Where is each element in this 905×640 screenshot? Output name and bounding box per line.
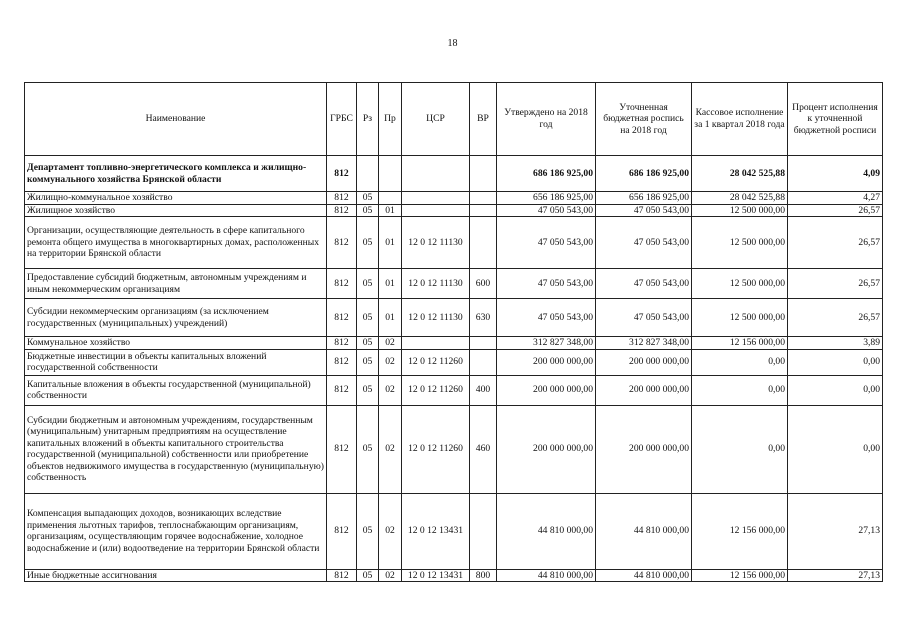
table-row bbox=[25, 217, 883, 269]
cell-vr bbox=[470, 217, 497, 269]
cell-percent: 4,27 bbox=[788, 192, 883, 205]
cell-percent: 26,57 bbox=[788, 217, 883, 269]
cell-cash: 12 500 000,00 bbox=[692, 269, 788, 299]
cell-percent: 0,00 bbox=[788, 405, 883, 493]
cell-vr bbox=[470, 192, 497, 205]
cell-pr: 02 bbox=[379, 349, 402, 375]
cell-rz: 05 bbox=[357, 375, 379, 405]
cell-rz bbox=[357, 156, 379, 192]
cell-refined: 47 050 543,00 bbox=[596, 204, 692, 217]
cell-refined: 47 050 543,00 bbox=[596, 269, 692, 299]
cell-vr bbox=[470, 349, 497, 375]
cell-name: Субсидии бюджетным и автономным учреждениям, государственным (муниципальным) унитарным предприятиям на осуществление капитальных вложений в объекты капитального строительства государственной (муниципальной) собственности или приобретение объектов недвижимого имущества в государственную (муниципальную) собственность bbox=[25, 405, 327, 493]
cell-approved: 200 000 000,00 bbox=[497, 375, 596, 405]
cell-cash: 12 156 000,00 bbox=[692, 337, 788, 350]
cell-approved: 44 810 000,00 bbox=[497, 493, 596, 569]
cell-csr: 12 0 12 11130 bbox=[402, 299, 470, 337]
cell-grbs: 812 bbox=[327, 192, 357, 205]
header-csr: ЦСР bbox=[402, 83, 470, 156]
cell-grbs: 812 bbox=[327, 375, 357, 405]
cell-approved: 200 000 000,00 bbox=[497, 405, 596, 493]
cell-grbs: 812 bbox=[327, 337, 357, 350]
cell-vr: 630 bbox=[470, 299, 497, 337]
table-row bbox=[25, 405, 883, 493]
cell-refined: 44 810 000,00 bbox=[596, 569, 692, 582]
cell-pr: 01 bbox=[379, 269, 402, 299]
header-refined: Уточненная бюджетная роспись на 2018 год bbox=[596, 83, 692, 156]
page-number: 18 bbox=[447, 38, 458, 49]
cell-cash: 0,00 bbox=[692, 349, 788, 375]
cell-csr: 12 0 12 11130 bbox=[402, 217, 470, 269]
cell-grbs: 812 bbox=[327, 405, 357, 493]
cell-percent: 0,00 bbox=[788, 349, 883, 375]
table-row bbox=[25, 349, 883, 375]
cell-name: Жилищно-коммунальное хозяйство bbox=[25, 192, 327, 205]
cell-vr: 460 bbox=[470, 405, 497, 493]
cell-percent: 26,57 bbox=[788, 299, 883, 337]
cell-pr: 02 bbox=[379, 569, 402, 582]
cell-cash: 12 500 000,00 bbox=[692, 217, 788, 269]
cell-pr bbox=[379, 192, 402, 205]
budget-table bbox=[24, 82, 883, 582]
table-row bbox=[25, 192, 883, 205]
header-percent: Процент исполнения к уточненной бюджетной росписи bbox=[788, 83, 883, 156]
cell-name: Капитальные вложения в объекты государственной (муниципальной) собственности bbox=[25, 375, 327, 405]
cell-rz: 05 bbox=[357, 337, 379, 350]
cell-pr: 01 bbox=[379, 204, 402, 217]
header-rz: Рз bbox=[357, 83, 379, 156]
cell-approved: 44 810 000,00 bbox=[497, 569, 596, 582]
cell-rz: 05 bbox=[357, 349, 379, 375]
cell-refined: 200 000 000,00 bbox=[596, 349, 692, 375]
cell-refined: 200 000 000,00 bbox=[596, 405, 692, 493]
table-row bbox=[25, 299, 883, 337]
cell-pr: 02 bbox=[379, 375, 402, 405]
cell-rz: 05 bbox=[357, 217, 379, 269]
cell-cash: 12 156 000,00 bbox=[692, 569, 788, 582]
cell-approved: 312 827 348,00 bbox=[497, 337, 596, 350]
cell-name: Субсидии некоммерческим организациям (за исключением государственных (муниципальных) учреждений) bbox=[25, 299, 327, 337]
cell-vr bbox=[470, 204, 497, 217]
cell-percent: 4,09 bbox=[788, 156, 883, 192]
cell-refined: 312 827 348,00 bbox=[596, 337, 692, 350]
cell-approved: 656 186 925,00 bbox=[497, 192, 596, 205]
cell-name: Иные бюджетные ассигнования bbox=[25, 569, 327, 582]
table-row bbox=[25, 337, 883, 350]
cell-rz: 05 bbox=[357, 405, 379, 493]
cell-approved: 686 186 925,00 bbox=[497, 156, 596, 192]
table-row bbox=[25, 375, 883, 405]
cell-vr bbox=[470, 337, 497, 350]
cell-name: Компенсация выпадающих доходов, возникающих вследствие применения льготных тарифов, теплоснабжающим организациям, организациям, осуществляющим горячее водоснабжение, холодное водоснабжение и (или) водоотведение на территории Брянской области bbox=[25, 493, 327, 569]
cell-pr: 02 bbox=[379, 405, 402, 493]
table-row bbox=[25, 269, 883, 299]
cell-name: Департамент топливно-энергетического комплекса и жилищно-коммунального хозяйства Брянской области bbox=[25, 156, 327, 192]
cell-rz: 05 bbox=[357, 192, 379, 205]
cell-vr: 600 bbox=[470, 269, 497, 299]
cell-vr bbox=[470, 156, 497, 192]
cell-csr: 12 0 12 11260 bbox=[402, 349, 470, 375]
cell-csr bbox=[402, 192, 470, 205]
cell-refined: 686 186 925,00 bbox=[596, 156, 692, 192]
cell-name: Бюджетные инвестиции в объекты капитальных вложений государственной собственности bbox=[25, 349, 327, 375]
cell-percent: 3,89 bbox=[788, 337, 883, 350]
cell-cash: 28 042 525,88 bbox=[692, 192, 788, 205]
cell-rz: 05 bbox=[357, 204, 379, 217]
table-header-row bbox=[25, 83, 883, 156]
cell-cash: 0,00 bbox=[692, 375, 788, 405]
header-grbs: ГРБС bbox=[327, 83, 357, 156]
header-name: Наименование bbox=[25, 83, 327, 156]
cell-name: Жилищное хозяйство bbox=[25, 204, 327, 217]
cell-grbs: 812 bbox=[327, 217, 357, 269]
cell-csr: 12 0 12 11130 bbox=[402, 269, 470, 299]
cell-rz: 05 bbox=[357, 493, 379, 569]
cell-refined: 200 000 000,00 bbox=[596, 375, 692, 405]
cell-pr bbox=[379, 156, 402, 192]
cell-vr bbox=[470, 493, 497, 569]
cell-rz: 05 bbox=[357, 299, 379, 337]
cell-vr: 400 bbox=[470, 375, 497, 405]
cell-csr: 12 0 12 11260 bbox=[402, 375, 470, 405]
cell-cash: 12 156 000,00 bbox=[692, 493, 788, 569]
cell-approved: 47 050 543,00 bbox=[497, 269, 596, 299]
cell-name: Организации, осуществляющие деятельность в сфере капитального ремонта общего имущества в многоквартирных домах, расположенных на территории Брянской области bbox=[25, 217, 327, 269]
cell-csr: 12 0 12 11260 bbox=[402, 405, 470, 493]
header-pr: Пр bbox=[379, 83, 402, 156]
cell-grbs: 812 bbox=[327, 349, 357, 375]
cell-csr bbox=[402, 337, 470, 350]
cell-grbs: 812 bbox=[327, 569, 357, 582]
header-approved: Утверждено на 2018 год bbox=[497, 83, 596, 156]
table-row bbox=[25, 204, 883, 217]
cell-pr: 01 bbox=[379, 217, 402, 269]
cell-name: Коммунальное хозяйство bbox=[25, 337, 327, 350]
cell-percent: 26,57 bbox=[788, 204, 883, 217]
header-vr: ВР bbox=[470, 83, 497, 156]
cell-rz: 05 bbox=[357, 269, 379, 299]
cell-grbs: 812 bbox=[327, 493, 357, 569]
cell-grbs: 812 bbox=[327, 299, 357, 337]
cell-refined: 47 050 543,00 bbox=[596, 299, 692, 337]
cell-refined: 47 050 543,00 bbox=[596, 217, 692, 269]
cell-vr: 800 bbox=[470, 569, 497, 582]
table-row bbox=[25, 569, 883, 582]
cell-csr bbox=[402, 204, 470, 217]
cell-rz: 05 bbox=[357, 569, 379, 582]
cell-refined: 44 810 000,00 bbox=[596, 493, 692, 569]
table-row bbox=[25, 156, 883, 192]
cell-cash: 12 500 000,00 bbox=[692, 299, 788, 337]
cell-csr: 12 0 12 13431 bbox=[402, 493, 470, 569]
cell-name: Предоставление субсидий бюджетным, автономным учреждениям и иным некоммерческим организациям bbox=[25, 269, 327, 299]
cell-cash: 12 500 000,00 bbox=[692, 204, 788, 217]
cell-percent: 26,57 bbox=[788, 269, 883, 299]
cell-approved: 47 050 543,00 bbox=[497, 299, 596, 337]
cell-percent: 27,13 bbox=[788, 569, 883, 582]
cell-cash: 28 042 525,88 bbox=[692, 156, 788, 192]
header-cash: Кассовое исполнение за 1 квартал 2018 года bbox=[692, 83, 788, 156]
cell-csr bbox=[402, 156, 470, 192]
cell-approved: 47 050 543,00 bbox=[497, 204, 596, 217]
cell-approved: 200 000 000,00 bbox=[497, 349, 596, 375]
cell-percent: 0,00 bbox=[788, 375, 883, 405]
cell-csr: 12 0 12 13431 bbox=[402, 569, 470, 582]
cell-pr: 02 bbox=[379, 337, 402, 350]
cell-grbs: 812 bbox=[327, 156, 357, 192]
cell-pr: 02 bbox=[379, 493, 402, 569]
cell-grbs: 812 bbox=[327, 269, 357, 299]
cell-pr: 01 bbox=[379, 299, 402, 337]
cell-approved: 47 050 543,00 bbox=[497, 217, 596, 269]
cell-cash: 0,00 bbox=[692, 405, 788, 493]
cell-grbs: 812 bbox=[327, 204, 357, 217]
table-row bbox=[25, 493, 883, 569]
cell-percent: 27,13 bbox=[788, 493, 883, 569]
cell-refined: 656 186 925,00 bbox=[596, 192, 692, 205]
